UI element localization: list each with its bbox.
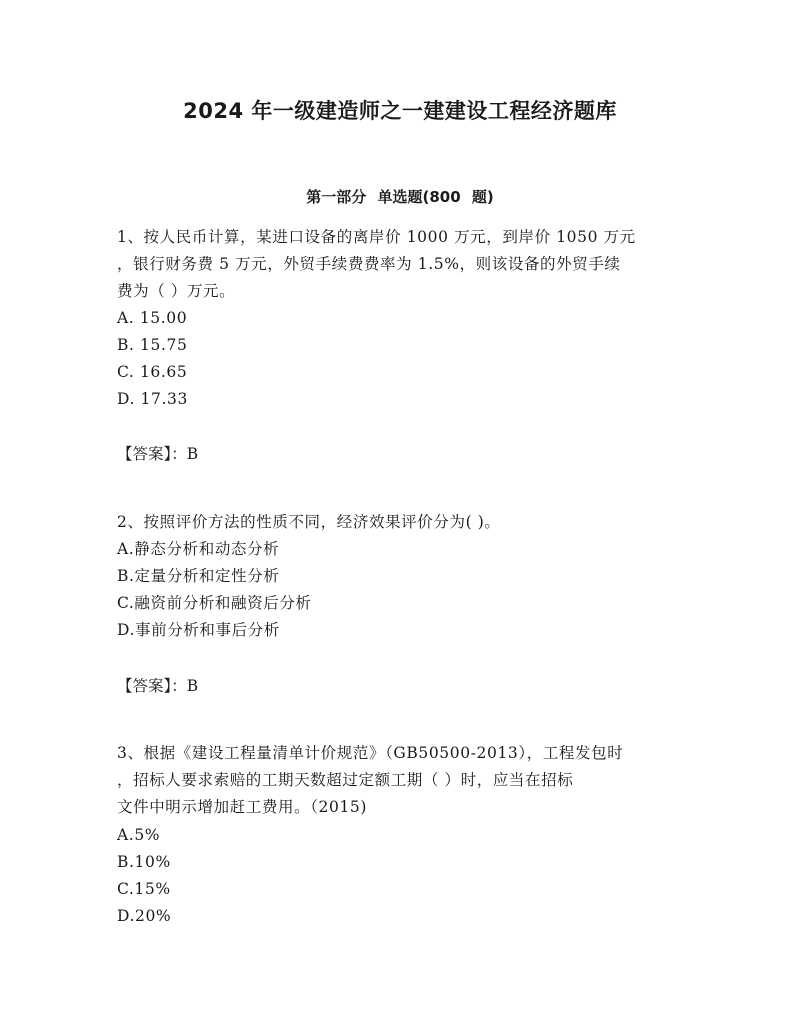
answer-line: 【答案】：B — [117, 677, 199, 695]
question-stem-line: ，招标人要求索赔的工期天数超过定额工期（ ）时，应当在招标 — [117, 771, 574, 789]
option-c: C.15% — [117, 880, 171, 898]
question-stem-line: 3、根据《建设工程量清单计价规范》（GB50500-2013），工程发包时 — [117, 744, 624, 762]
option-d: D.20% — [117, 907, 172, 925]
option-b: B. 15.75 — [117, 336, 188, 354]
option-d: D. 17.33 — [117, 390, 188, 408]
question-stem-line: ，银行财务费 5 万元，外贸手续费费率为 1.5%，则该设备的外贸手续 — [117, 255, 621, 273]
section-title: 第一部分 单选题(800 题) — [306, 188, 494, 206]
option-c: C.融资前分析和融资后分析 — [117, 594, 312, 612]
option-a: A.5% — [117, 826, 161, 844]
option-a: A.静态分析和动态分析 — [117, 540, 280, 558]
option-d: D.事前分析和事后分析 — [117, 621, 280, 639]
question-stem-line: 1、按人民币计算，某进口设备的离岸价 1000 万元，到岸价 1050 万元 — [117, 228, 636, 246]
option-b: B.定量分析和定性分析 — [117, 567, 280, 585]
question-stem-line: 费为（ ）万元。 — [117, 282, 236, 300]
question-stem-line: 文件中明示增加赶工费用。（2015) — [117, 798, 368, 816]
option-a: A. 15.00 — [117, 309, 188, 327]
question-stem-line: 2、按照评价方法的性质不同，经济效果评价分为( )。 — [117, 513, 501, 531]
option-c: C. 16.65 — [117, 363, 188, 381]
option-b: B.10% — [117, 853, 171, 871]
document-title: 2024 年一级建造师之一建建设工程经济题库 — [183, 99, 617, 123]
answer-line: 【答案】：B — [117, 445, 199, 463]
